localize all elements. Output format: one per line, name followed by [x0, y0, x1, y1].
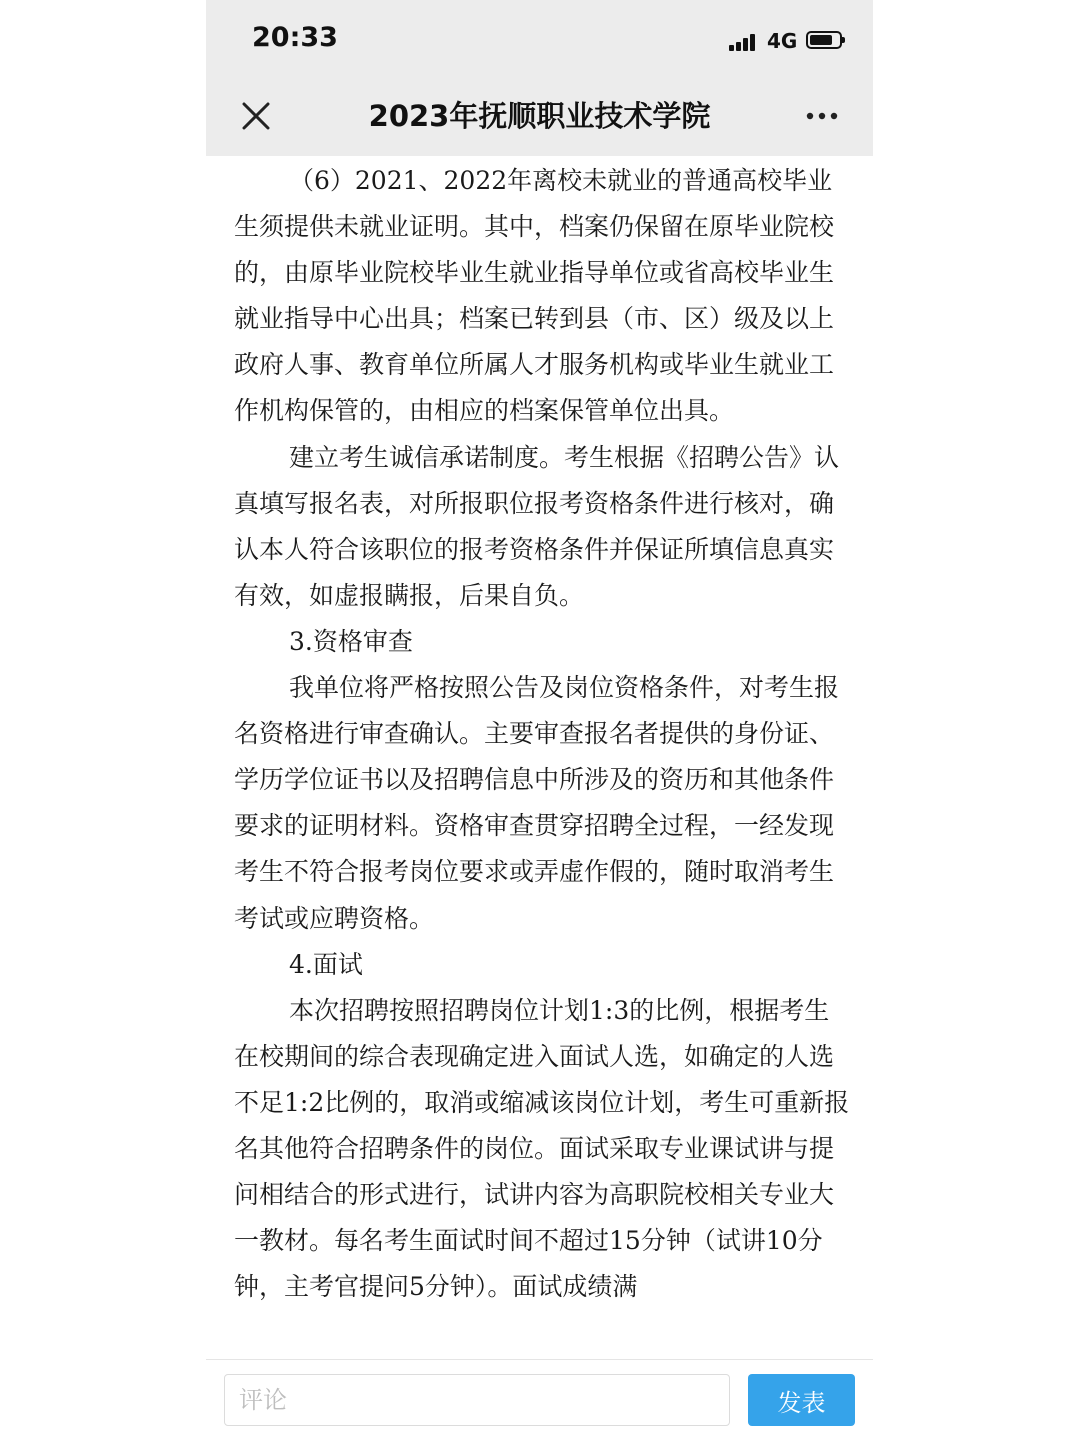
- paragraph-qualification-review: 我单位将严格按照公告及岗位资格条件，对考生报名资格进行审查确认。主要审查报名者提供的身份证、学历学位证书以及招聘信息中所涉及的资历和其他条件要求的证明材料。资格审查贯穿招聘全过程，一经发现考生不符合报考岗位要求或弄虚作假的，随时取消考生考试或应聘资格。: [234, 673, 840, 933]
- paragraph-integrity-commitment: 建立考生诚信承诺制度。考生根据《招聘公告》认真填写报名表，对所报职位报考资格条件进行核对，确认本人符合该职位的报考资格条件并保证所填信息真实有效，如虚报瞒报，后果自负。: [234, 442, 840, 610]
- more-icon: [802, 106, 842, 126]
- close-button[interactable]: [236, 96, 276, 136]
- page-title: 2023年抚顺职业技术学院: [368, 99, 711, 133]
- close-icon: [236, 96, 276, 136]
- status-time: 20:33: [252, 22, 338, 53]
- section-heading-interview: 4.面试: [289, 949, 363, 979]
- paragraph-interview: 本次招聘按照招聘岗位计划1:3的比例，根据考生在校期间的综合表现确定进入面试人选，如确定的人选不足1:2比例的，取消或缩减该岗位计划，考生可重新报名其他符合招聘条件的岗位。面试采取专业课试讲与提问相结合的形式进行，试讲内容为高职院校相关专业大一教材。每名考生面试时间不超过15分钟（试讲10分钟，主考官提问5分钟）。面试成绩满: [234, 995, 850, 1302]
- signal-icon: [729, 33, 759, 51]
- article-body: [234, 158, 854, 1310]
- top-bar: [206, 0, 873, 156]
- comment-bar: [206, 1359, 873, 1440]
- phone-screen: [206, 0, 873, 1440]
- more-button[interactable]: [802, 106, 842, 126]
- paragraph-unemployed-proof: （6）2021、2022年离校未就业的普通高校毕业生须提供未就业证明。其中，档案仍保留在原毕业院校的，由原毕业院校毕业生就业指导单位或省高校毕业生就业指导中心出具；档案已转到县（市、区）级及以上政府人事、教育单位所属人才服务机构或毕业生就业工作机构保管的，由相应的档案保管单位出具。: [234, 166, 835, 426]
- network-label: 4G: [767, 29, 798, 53]
- comment-input[interactable]: [224, 1374, 730, 1426]
- submit-comment-button[interactable]: 发表: [748, 1374, 855, 1426]
- section-heading-qualification-review: 3.资格审查: [289, 626, 413, 656]
- battery-icon: [806, 31, 842, 49]
